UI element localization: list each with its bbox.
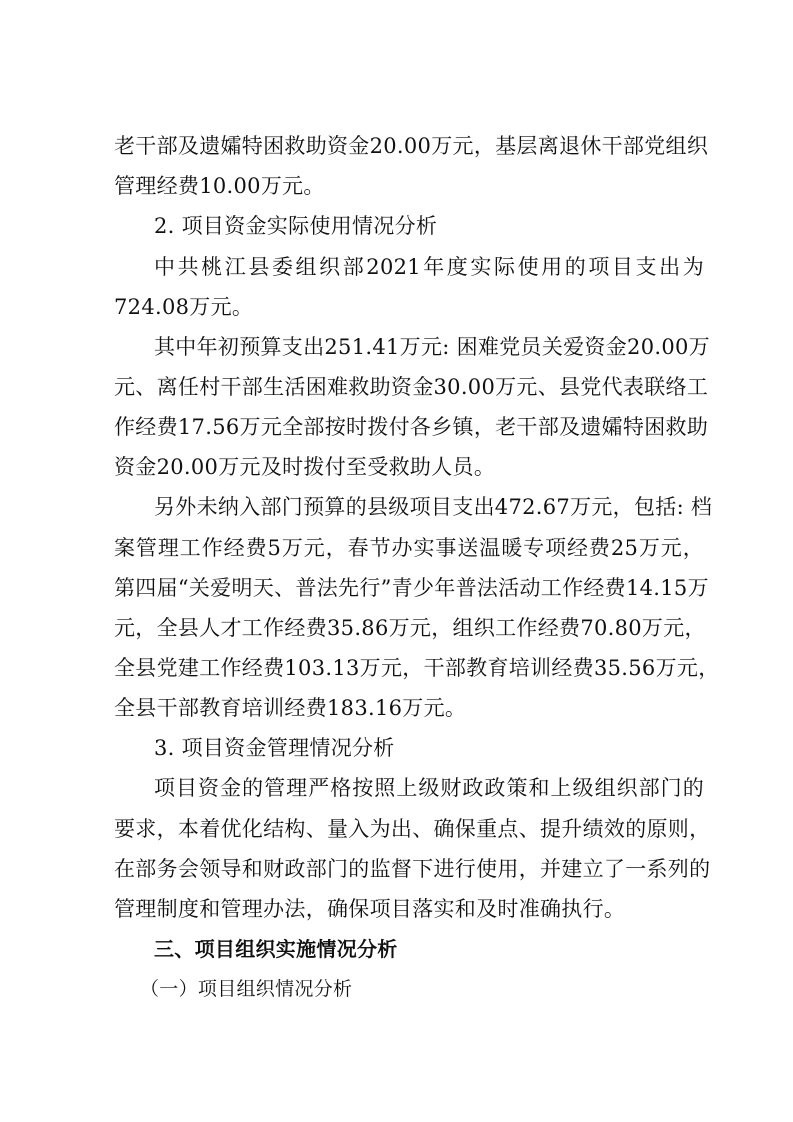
paragraph-line: 其中年初预算支出251.41万元: 困难党员关爱资金20.00万	[154, 335, 710, 359]
paragraph-line: 要求，本着优化结构、量入为出、确保重点、提升绩效的原则，	[114, 817, 711, 841]
paragraph-line: 案管理工作经费5万元，春节办实事送温暖专项经费25万元，	[114, 536, 704, 560]
paragraph-line: 在部务会领导和财政部门的监督下进行使用，并建立了一系列的	[114, 857, 711, 881]
paragraph-line: 第四届“关爱明天、普法先行”青少年普法活动工作经费14.15万	[114, 576, 709, 600]
paragraph-line: 元、离任村干部生活困难救助资金30.00万元、县党代表联络工	[114, 375, 709, 399]
paragraph-line: 元，全县人才工作经费35.86万元，组织工作经费70.80万元，	[114, 616, 706, 640]
paragraph-line: 资金20.00万元及时拨付至受救助人员。	[114, 455, 496, 479]
section-heading: 3. 项目资金管理情况分析	[154, 736, 395, 760]
paragraph-line: 全县党建工作经费103.13万元，干部教育培训经费35.56万元，	[114, 656, 720, 680]
paragraph-line: 管理制度和管理办法，确保项目落实和及时准确执行。	[114, 897, 626, 921]
subsection-heading: （一）项目组织情况分析	[140, 978, 353, 1000]
section-heading: 2. 项目资金实际使用情况分析	[154, 214, 438, 238]
paragraph-line: 另外未纳入部门预算的县级项目支出472.67万元，包括: 档	[154, 495, 713, 519]
paragraph-line: 作经费17.56万元全部按时拨付各乡镇，老干部及遗孀特困救助	[114, 415, 709, 439]
paragraph-line: 中共桃江县委组织部2021年度实际使用的项目支出为	[154, 255, 704, 279]
paragraph-line: 管理经费10.00万元。	[114, 174, 325, 198]
paragraph-line: 724.08万元。	[114, 295, 254, 319]
paragraph-line: 全县干部教育培训经费183.16万元。	[114, 696, 467, 720]
paragraph-line: 项目资金的管理严格按照上级财政政策和上级组织部门的	[154, 776, 704, 800]
paragraph-line: 老干部及遗孀特困救助资金20.00万元，基层离退休干部党组织	[114, 134, 709, 158]
chapter-heading: 三、项目组织实施情况分析	[154, 937, 398, 961]
